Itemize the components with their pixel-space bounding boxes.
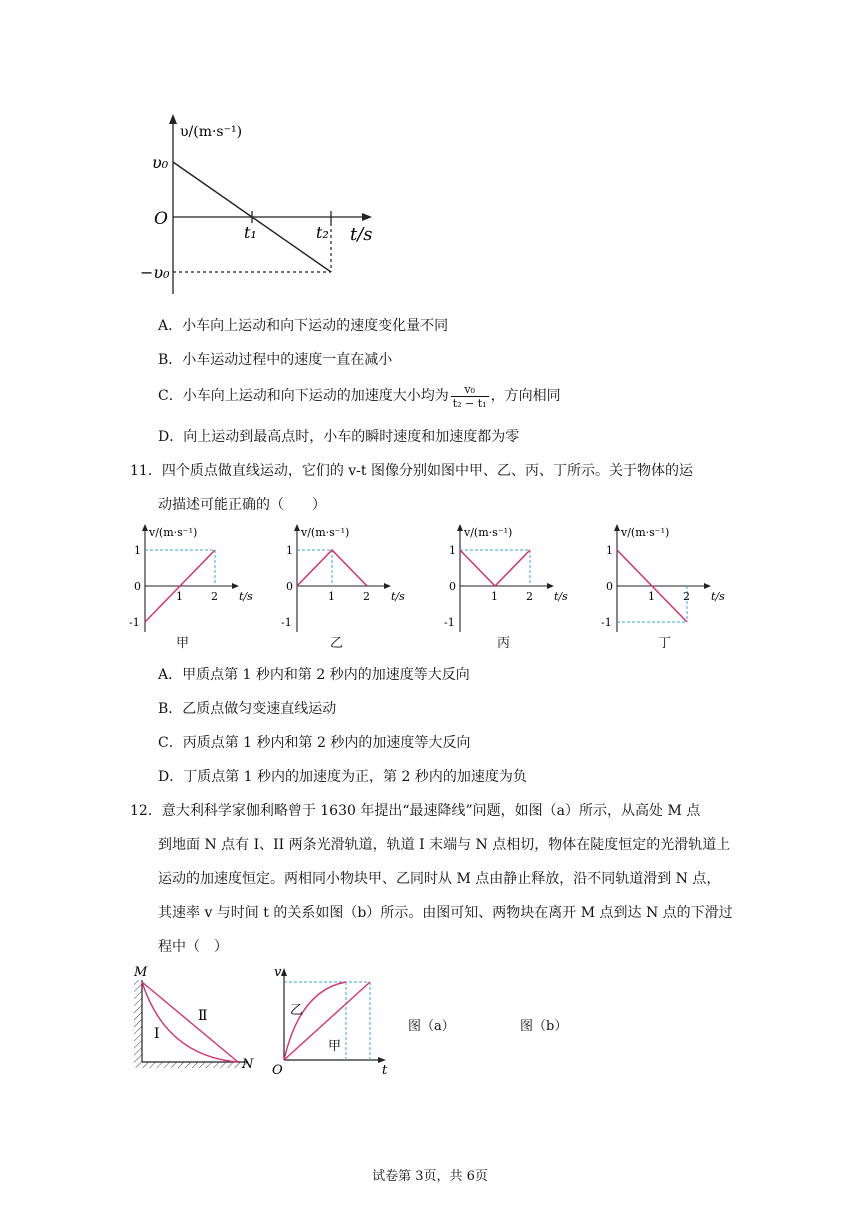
svg-text:t/s: t/s	[239, 590, 253, 603]
v0-label: υ₀	[152, 153, 169, 172]
q12-stem-line4: 其速率 v 与时间 t 的关系如图（b）所示。由图可知、两物块在离开 M 点到达 N 点的下滑过	[158, 905, 733, 921]
svg-text:0: 0	[286, 580, 293, 593]
svg-text:1: 1	[606, 544, 613, 557]
svg-text:-1: -1	[281, 616, 292, 629]
q12-figure-b	[270, 962, 400, 1078]
svg-text:2: 2	[683, 590, 690, 603]
svg-text:0: 0	[134, 580, 141, 593]
q10-option-c	[158, 378, 561, 414]
svg-text:t/s: t/s	[711, 590, 725, 603]
q12-stem-line5: 程中（ ）	[158, 939, 228, 955]
q10-option-c-post: ，方向相同	[490, 388, 561, 404]
svg-text:1: 1	[491, 590, 498, 603]
neg-v0-label: −υ₀	[140, 263, 170, 282]
caption-jia: 甲	[176, 636, 190, 651]
svg-text:N: N	[242, 1057, 254, 1072]
svg-text:乙: 乙	[290, 1003, 304, 1018]
q11-option-b: B．乙质点做匀变速直线运动	[158, 701, 337, 717]
q10-option-d: D．向上运动到最高点时，小车的瞬时速度和加速度都为零	[158, 429, 520, 445]
q11-option-c: C．丙质点第 1 秒内和第 2 秒内的加速度等大反向	[158, 735, 471, 751]
svg-text:v/(m·s⁻¹): v/(m·s⁻¹)	[149, 526, 198, 539]
y-axis-arrow	[169, 114, 177, 124]
svg-text:2: 2	[211, 590, 218, 603]
q11-stem-line1: 11．四个质点做直线运动，它们的 v-t 图像分别如图中甲、乙、丙、丁所示。关于物体的运	[130, 463, 693, 479]
svg-text:2: 2	[526, 590, 533, 603]
q10-option-c-pre: C．小车向上运动和向下运动的加速度大小均为	[158, 388, 449, 404]
graph-yi	[281, 524, 405, 632]
graph-ding	[601, 524, 725, 632]
svg-text:甲: 甲	[328, 1039, 342, 1054]
q11-stem-line2: 动描述可能正确的（ ）	[158, 497, 326, 513]
svg-text:-1: -1	[129, 616, 140, 629]
svg-text:1: 1	[648, 590, 655, 603]
origin-label: O	[154, 209, 168, 229]
page-footer: 试卷第 3页，共 6页	[372, 1169, 488, 1184]
svg-text:1: 1	[286, 544, 293, 557]
q12-figure-a	[128, 962, 268, 1074]
caption-yi: 乙	[330, 636, 344, 651]
q12-stem-line1: 12．意大利科学家伽利略曾于 1630 年提出“最速降线”问题，如图（a）所示，从高处 M 点	[130, 803, 701, 819]
q12-caption-a: 图（a）	[408, 1019, 455, 1034]
q11-option-a: A．甲质点第 1 秒内和第 2 秒内的加速度等大反向	[158, 667, 470, 683]
fraction-denominator: t₂ − t₁	[452, 396, 487, 410]
svg-text:t/s: t/s	[391, 590, 405, 603]
q11-option-d: D．丁质点第 1 秒内的加速度为正，第 2 秒内的加速度为负	[158, 769, 527, 785]
svg-text:-1: -1	[601, 616, 612, 629]
track-ii	[142, 982, 238, 1062]
svg-text:t: t	[382, 1063, 388, 1078]
caption-ding: 丁	[658, 636, 672, 651]
svg-text:1: 1	[134, 544, 141, 557]
q10-option-c-fraction	[451, 383, 489, 410]
svg-text:I: I	[154, 1026, 160, 1042]
svg-text:1: 1	[176, 590, 183, 603]
t1-label: t₁	[244, 223, 257, 242]
q12-stem-line3: 运动的加速度恒定。两相同小物块甲、乙同时从 M 点由静止释放，沿不同轨道滑到 N 点，	[158, 871, 721, 887]
svg-text:v/(m·s⁻¹): v/(m·s⁻¹)	[464, 526, 513, 539]
graph-jia	[129, 524, 253, 632]
svg-text:t/s: t/s	[554, 590, 568, 603]
t2-label: t₂	[316, 223, 329, 242]
svg-text:0: 0	[606, 580, 613, 593]
svg-text:v/(m·s⁻¹): v/(m·s⁻¹)	[301, 526, 350, 539]
svg-text:2: 2	[363, 590, 370, 603]
x-axis-label: t/s	[350, 224, 373, 245]
q11-graphs	[125, 522, 745, 652]
svg-text:-1: -1	[444, 616, 455, 629]
graph-bing	[444, 524, 568, 632]
q10-vt-graph	[140, 112, 400, 302]
svg-text:O: O	[272, 1063, 283, 1078]
x-axis-arrow	[362, 213, 372, 221]
svg-text:v/(m·s⁻¹): v/(m·s⁻¹)	[621, 526, 670, 539]
fraction-numerator: v₀	[451, 383, 489, 397]
svg-text:v: v	[274, 965, 282, 980]
q10-option-b: B．小车运动过程中的速度一直在减小	[158, 352, 393, 368]
bing-line	[460, 550, 530, 586]
svg-text:M: M	[134, 965, 148, 980]
q12-stem-line2: 到地面 N 点有 I、II 两条光滑轨道，轨道 I 末端与 N 点相切，物体在陡度恒定的光滑轨道上	[158, 837, 731, 853]
y-axis-label: υ/(m·s⁻¹)	[180, 124, 243, 140]
svg-text:0: 0	[449, 580, 456, 593]
caption-bing: 丙	[497, 636, 511, 651]
svg-text:1: 1	[449, 544, 456, 557]
svg-text:1: 1	[328, 590, 335, 603]
svg-text:Ⅱ: Ⅱ	[198, 1008, 208, 1024]
q10-option-a: A．小车向上运动和向下运动的速度变化量不同	[158, 318, 449, 334]
q12-caption-b: 图（b）	[520, 1019, 568, 1034]
